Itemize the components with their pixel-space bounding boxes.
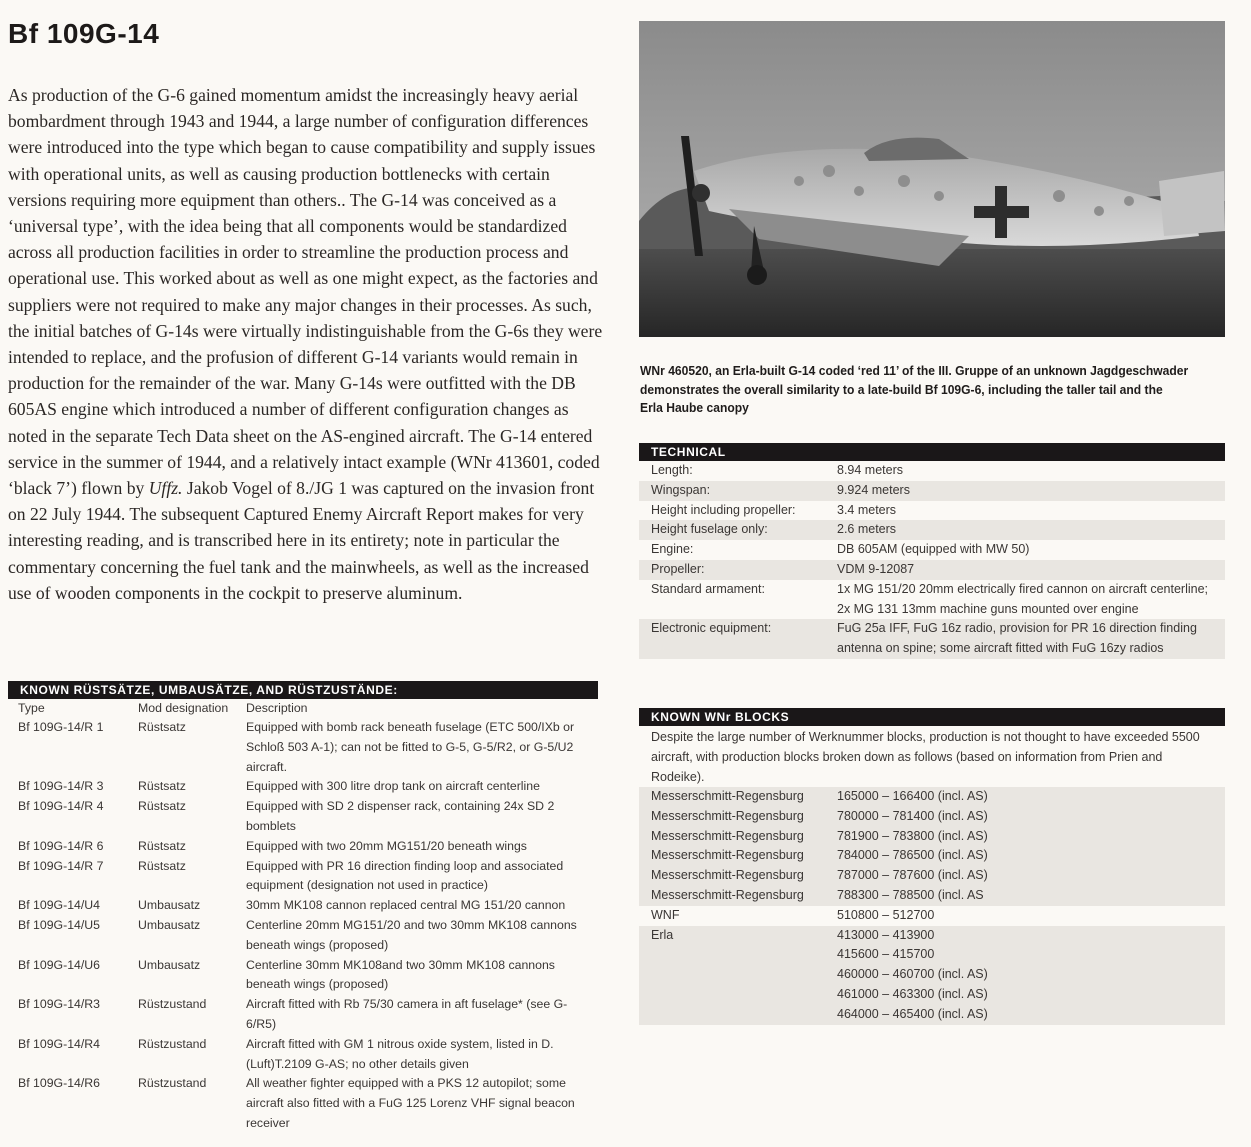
tech-label: Propeller: bbox=[651, 561, 705, 576]
photo-caption: WNr 460520, an Erla-built G-14 coded ‘red 11’ of the III. Gruppe of an unknown Jagdgeschwader demonstrates the overall similarity to a late-build Bf 109G-6, including the taller tail and the Erla Haube canopy bbox=[640, 363, 1189, 415]
table-row bbox=[8, 1074, 598, 1133]
wnr-row bbox=[639, 846, 1225, 866]
body-paragraph bbox=[8, 82, 608, 606]
wnr-range: 415600 – 415700 bbox=[837, 947, 935, 962]
wnr-row bbox=[639, 945, 1225, 965]
modifications-header-row bbox=[8, 699, 598, 718]
wnr-row bbox=[639, 866, 1225, 886]
wnr-blocks-header: KNOWN WNr BLOCKS bbox=[639, 708, 1225, 726]
mod-designation: Umbausatz bbox=[138, 898, 201, 913]
body-paragraph-end: Jakob Vogel of 8./JG 1 was captured on the invasion front on 22 July 1944. The subsequent Captured Enemy Aircraft Report makes for very interesting reading, and is transcribed here in its entirety; note in particular the commentary concerning the fuel tank and the mainwheels, as well as the increased use of wooden components in the cockpit to preserve aluminum. bbox=[8, 478, 595, 603]
modifications-header: KNOWN RÜSTSÄTZE, UMBAUSÄTZE, AND RÜSTZUSTÄNDE: bbox=[8, 681, 598, 699]
table-row bbox=[8, 837, 598, 857]
mod-designation: Umbausatz bbox=[138, 917, 201, 932]
mod-description: All weather fighter equipped with a PKS 12 autopilot; some aircraft also fitted with a FuG 125 Lorenz VHF signal beacon receiver bbox=[246, 1076, 575, 1130]
wnr-range: 780000 – 781400 (incl. AS) bbox=[837, 808, 988, 823]
mod-type: Bf 109G-14/R 6 bbox=[18, 838, 104, 853]
mod-designation: Rüstzustand bbox=[138, 1076, 207, 1091]
page-title: Bf 109G-14 bbox=[8, 18, 160, 49]
wnr-range: 787000 – 787600 (incl. AS) bbox=[837, 868, 988, 883]
wnr-row bbox=[639, 906, 1225, 926]
wnr-maker bbox=[639, 945, 837, 965]
mod-description: Centerline 30mm MK108and two 30mm MK108 cannons beneath wings (proposed) bbox=[246, 957, 555, 992]
tech-value: 2.6 meters bbox=[837, 522, 897, 537]
mod-type: Bf 109G-14/U5 bbox=[18, 917, 101, 932]
table-row bbox=[8, 857, 598, 897]
tech-row bbox=[639, 560, 1225, 580]
tech-row bbox=[639, 619, 1225, 659]
mod-description: Equipped with two 20mm MG151/20 beneath wings bbox=[246, 838, 527, 853]
mod-designation: Rüstsatz bbox=[138, 720, 186, 734]
mod-designation: Rüstsatz bbox=[138, 838, 186, 853]
wnr-range: 413000 – 413900 bbox=[837, 927, 935, 942]
tech-label: Electronic equipment: bbox=[651, 621, 772, 636]
mod-type: Bf 109G-14/R 4 bbox=[18, 799, 104, 814]
wnr-row bbox=[639, 807, 1225, 827]
wnr-row bbox=[639, 1005, 1225, 1025]
tech-row bbox=[639, 501, 1225, 521]
mod-description: Equipped with 300 litre drop tank on aircraft centerline bbox=[246, 779, 540, 794]
body-rank: Uffz. bbox=[148, 478, 183, 499]
wnr-maker: Messerschmitt-Regensburg bbox=[651, 789, 804, 803]
wnr-row bbox=[639, 886, 1225, 906]
wnr-range: 461000 – 463300 (incl. AS) bbox=[837, 986, 988, 1001]
tech-value: VDM 9-12087 bbox=[837, 561, 915, 576]
wnr-blocks-intro: Despite the large number of Werknummer blocks, production is not thought to have exceeded 5500 aircraft, with production blocks broken down as follows (based on information from Prien and Rodeike). bbox=[651, 730, 1200, 784]
body-text bbox=[8, 82, 608, 606]
mod-type: Bf 109G-14/R4 bbox=[18, 1036, 101, 1051]
tech-label: Height fuselage only: bbox=[651, 522, 768, 537]
wnr-maker: Messerschmitt-Regensburg bbox=[651, 808, 804, 823]
mod-description: Centerline 20mm MG151/20 and two 30mm MK108 cannons beneath wings (proposed) bbox=[246, 917, 577, 952]
wnr-row bbox=[639, 827, 1225, 847]
column-header-type: Type bbox=[18, 701, 45, 715]
wnr-range: 788300 – 788500 (incl. AS bbox=[837, 887, 984, 902]
wnr-range: 510800 – 512700 bbox=[837, 907, 935, 922]
tech-value: FuG 25a IFF, FuG 16z radio, provision for PR 16 direction finding antenna on spine; some aircraft fitted with FuG 16zy radios bbox=[837, 621, 1197, 656]
mod-description: Aircraft fitted with Rb 75/30 camera in aft fuselage* (see G-6/R5) bbox=[246, 997, 568, 1031]
mod-description: Equipped with PR 16 direction finding loop and associated equipment (designation not used in practice) bbox=[246, 858, 564, 893]
table-row bbox=[8, 718, 598, 777]
tech-row bbox=[639, 481, 1225, 501]
mod-description: 30mm MK108 cannon replaced central MG 151/20 cannon bbox=[246, 898, 566, 913]
mod-type: Bf 109G-14/U6 bbox=[18, 957, 101, 972]
mod-type: Bf 109G-14/R 7 bbox=[18, 858, 104, 873]
wnr-maker: Messerschmitt-Regensburg bbox=[651, 868, 804, 883]
wnr-maker bbox=[639, 1005, 837, 1025]
modifications-box bbox=[8, 681, 598, 1134]
wnr-blocks-erla bbox=[639, 926, 1225, 1025]
wnr-row bbox=[639, 985, 1225, 1005]
wnr-range: 464000 – 465400 (incl. AS) bbox=[837, 1006, 988, 1021]
wnr-row bbox=[639, 965, 1225, 985]
aircraft-photo-image bbox=[639, 21, 1225, 337]
tech-row bbox=[639, 461, 1225, 481]
wnr-range: 460000 – 460700 (incl. AS) bbox=[837, 967, 988, 982]
table-row bbox=[8, 896, 598, 916]
tech-row bbox=[639, 540, 1225, 560]
wnr-range: 781900 – 783800 (incl. AS) bbox=[837, 828, 988, 843]
body-paragraph-main: As production of the G-6 gained momentum amidst the increasingly heavy aerial bombardment through 1943 and 1944, a large number of configuration differences were introduced into the type which began to cause compatibility and supply issues with operational units, as well as causing production bottlenecks with certain versions requiring more equipment than others.. The G-14 was conceived as a ‘universal type’, with the idea being that all components would be standardized across all production facilities in order to streamline the production process and operational use. This worked about as well as one might expect, as the factories and suppliers were not required to make any major changes in their processes. As such, the initial batches of G-14s were virtually indistinguishable from the G-6s they were intended to replace, and the profusion of different G-14 variants would remain in production for the remainder of the war. Many G-14s were outfitted with the DB 605AS engine which introduced a number of different configuration changes as noted in the separate Tech Data sheet on the AS-engined aircraft. The G-14 entered service in the summer of 1944, and a relatively intact example (WNr 413601, coded ‘black 7’) flown by bbox=[8, 85, 603, 499]
tech-label: Wingspan: bbox=[651, 482, 711, 497]
wnr-maker bbox=[639, 985, 837, 1005]
table-row bbox=[8, 956, 598, 996]
mod-type: Bf 109G-14/U4 bbox=[18, 898, 101, 913]
mod-designation: Umbausatz bbox=[138, 957, 201, 972]
wnr-maker: WNF bbox=[651, 907, 680, 922]
tech-label: Height including propeller: bbox=[651, 502, 796, 517]
tech-label: Standard armament: bbox=[651, 581, 765, 596]
wnr-maker: Messerschmitt-Regensburg bbox=[651, 887, 804, 902]
mod-description: Aircraft fitted with GM 1 nitrous oxide system, listed in D.(Luft)T.2109 G-AS; no other details given bbox=[246, 1036, 554, 1071]
wnr-blocks-list bbox=[639, 787, 1225, 906]
mod-type: Bf 109G-14/R6 bbox=[18, 1076, 101, 1091]
mod-description: Equipped with bomb rack beneath fuselage (ETC 500/IXb or Schloß 503 A-1); can not be fitted to G-5, G-5/R2, or G-5/U2 aircraft. bbox=[246, 720, 575, 774]
wnr-row bbox=[639, 787, 1225, 807]
wnr-range: 784000 – 786500 (incl. AS) bbox=[837, 848, 988, 863]
technical-box bbox=[639, 443, 1225, 659]
mod-designation: Rüstsatz bbox=[138, 858, 186, 873]
wnr-maker: Erla bbox=[651, 927, 674, 942]
technical-header: TECHNICAL bbox=[639, 443, 1225, 461]
tech-row bbox=[639, 520, 1225, 540]
mod-designation: Rüstzustand bbox=[138, 997, 207, 1012]
column-header-description: Description bbox=[246, 701, 308, 715]
modifications-table bbox=[8, 699, 598, 1134]
tech-row bbox=[639, 580, 1225, 620]
table-row bbox=[8, 916, 598, 956]
wnr-maker: Messerschmitt-Regensburg bbox=[651, 828, 804, 843]
aircraft-photo bbox=[639, 21, 1225, 337]
mod-description: Equipped with SD 2 dispenser rack, containing 24x SD 2 bomblets bbox=[246, 799, 555, 833]
mod-designation: Rüstsatz bbox=[138, 799, 186, 814]
tech-value: 9.924 meters bbox=[837, 482, 910, 497]
wnr-row bbox=[639, 926, 1225, 946]
mod-designation: Rüstzustand bbox=[138, 1036, 207, 1051]
table-row bbox=[8, 995, 598, 1035]
tech-label: Engine: bbox=[651, 542, 694, 557]
wnr-maker bbox=[639, 965, 837, 985]
tech-value: 8.94 meters bbox=[837, 463, 904, 477]
table-row bbox=[8, 777, 598, 797]
mod-type: Bf 109G-14/R 3 bbox=[18, 779, 104, 794]
wnr-blocks-wnf bbox=[639, 906, 1225, 926]
wnr-range: 165000 – 166400 (incl. AS) bbox=[837, 789, 988, 803]
mod-type: Bf 109G-14/R3 bbox=[18, 997, 101, 1012]
wnr-blocks-box bbox=[639, 708, 1225, 1025]
tech-value: 3.4 meters bbox=[837, 502, 897, 517]
wnr-maker: Messerschmitt-Regensburg bbox=[651, 848, 804, 863]
table-row bbox=[8, 797, 598, 837]
column-header-mod: Mod designation bbox=[138, 701, 229, 715]
tech-value: 1x MG 151/20 20mm electrically fired cannon on aircraft centerline; 2x MG 131 13mm machine guns mounted over engine bbox=[837, 581, 1209, 616]
table-row bbox=[8, 1035, 598, 1075]
mod-designation: Rüstsatz bbox=[138, 779, 186, 794]
mod-type: Bf 109G-14/R 1 bbox=[18, 720, 104, 734]
tech-label: Length: bbox=[651, 463, 693, 477]
tech-value: DB 605AM (equipped with MW 50) bbox=[837, 542, 1030, 557]
